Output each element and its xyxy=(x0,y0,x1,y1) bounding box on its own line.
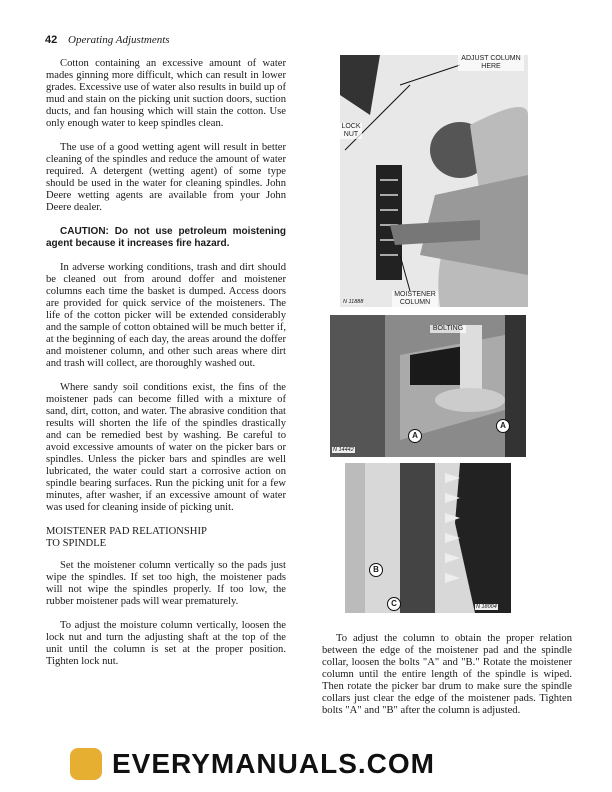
figure-id: N 18004 xyxy=(476,604,497,610)
label-moistener-column: MOISTENER COLUMN xyxy=(392,291,438,307)
label-lock-nut: LOCK NUT xyxy=(341,123,361,138)
left-column xyxy=(46,58,286,680)
right-column xyxy=(322,633,572,729)
section-title: Operating Adjustments xyxy=(68,34,170,46)
paragraph: Set the moistener column vertically so the pads just wipe the spindles. If set too high, the moistener pads will not wipe the spindles properly. If too low, the rubber moistener pads will wear prematurely. xyxy=(46,560,286,607)
watermark: EVERYMANUALS.COM xyxy=(112,748,435,779)
paragraph: Cotton containing an excessive amount of water mades ginning more difficult, which can result in lower grades. Excessive use of water also results in build up of mud and stain on the picking unit suction doors, suction ducts, and fan housing which will stain the cotton. Use only enough water to keep spindles clean. xyxy=(46,58,286,129)
paragraph: The use of a good wetting agent will result in better cleaning of the spindles and reduce the amount of water required. A detergent (wetting agent) of some type should be used in the water for cleaning spindles. John Deere wetting agents are available from your John Deere dealer. xyxy=(46,142,286,213)
figure-id: N 14442 xyxy=(333,447,354,453)
callout-b: B xyxy=(369,563,383,577)
callout-c: C xyxy=(387,597,401,611)
photo-spindle xyxy=(345,463,511,613)
label-adjust-column-here: ADJUST COLUMN HERE xyxy=(458,55,524,71)
label-bolting: BOLTING xyxy=(430,325,466,333)
heading-line: MOISTENER PAD RELATIONSHIP xyxy=(46,526,207,537)
photo-bolting xyxy=(330,315,526,457)
watermark-logo xyxy=(70,748,102,780)
heading-line: TO SPINDLE xyxy=(46,538,107,549)
page-header xyxy=(45,34,170,46)
photo-image xyxy=(340,55,528,307)
photo-image xyxy=(330,315,526,457)
photo-adjust-column xyxy=(340,55,528,307)
photo-image xyxy=(345,463,511,613)
paragraph: Where sandy soil conditions exist, the fins of the moistener pads can become filled with a mixture of sand, dirt, cotton, and water. The abrasive condition that results will shorten the life of the spindles drastically and can be remedied best by washing. Be careful to avoid excessive amounts of water on the picker bars or spindles. Unless the picker bars and spindles are well lubricated, the water could start a corrosive action on spindle bearing surfaces. Run the picking unit for a few minutes, after washer, if an excessive amount of water was used for cleaning inside of picking unit. xyxy=(46,382,286,513)
page-number: 42 xyxy=(45,34,58,46)
callout-a: A xyxy=(408,429,422,443)
figure-id: N 11888 xyxy=(343,299,364,305)
callout-a: A xyxy=(496,419,510,433)
section-heading xyxy=(46,526,286,550)
paragraph: To adjust the moisture column vertically, loosen the lock nut and turn the adjusting shaft at the top of the unit until the column is set at the proper position. Tighten lock nut. xyxy=(46,620,286,667)
caution-note: CAUTION: Do not use petroleum moistening agent because it increases fire hazard. xyxy=(46,226,286,249)
paragraph: To adjust the column to obtain the proper relation between the edge of the moistener pad and the spindle collar, loosen the bolts "A" and "B." Rotate the moistener column until the entire length of the spindle is wiped. Then rotate the picker bar drum to make sure the spindle collars just clear the edge of the moistener pads. Tighten bolts "A" and "B" after the column is adjusted. xyxy=(322,633,572,716)
paragraph: In adverse working conditions, trash and dirt should be cleaned out from around doffer and moistener columns each time the basket is dumped. Access doors are provided for quick service of the moisteners. The life of the cotton picker will be extended considerably and the sample of cotton obtained will be much better if, at the beginning of each day, the areas around the doffer and moistener column, and other such areas where dirt and trash will collect, are thoroughly washed out. xyxy=(46,262,286,369)
